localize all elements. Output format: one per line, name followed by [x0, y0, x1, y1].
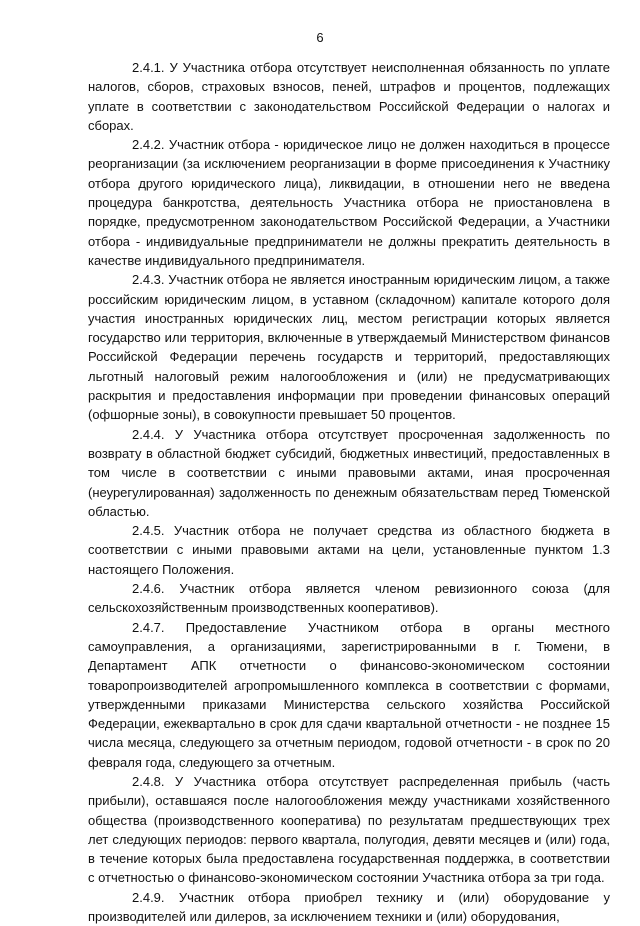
- paragraph-2-4-2: 2.4.2. Участник отбора - юридическое лицо не должен находиться в процессе реорганизации (за исключением реорганизации в форме присоединения к Участнику отбора другого юридического лица), ликвидации, в отношении него не введена процедура банкротства, деятельность Участника отбора не приостановлена в порядке, предусмотренном законодательством Российской Федерации, а Участники отбора - индивидуальные предприниматели не должны прекратить деятельность в качестве индивидуального предпринимателя.: [88, 137, 610, 268]
- paragraph-2-4-9: 2.4.9. Участник отбора приобрел технику и (или) оборудование у производителей или дилеров, за исключением техники и (или) оборудования,: [88, 889, 610, 925]
- document-body: [88, 58, 610, 926]
- paragraph-2-4-5: 2.4.5. Участник отбора не получает средства из областного бюджета в соответствии с иными правовыми актами на цели, установленные пунктом 1.3 настоящего Положения.: [88, 523, 610, 577]
- paragraph-2-4-7: 2.4.7. Предоставление Участником отбора в органы местного самоуправления, а организациями, зарегистрированными в г. Тюмени, в Департамент АПК отчетности о финансово-экономическом состоянии товаропроизводителей агропромышленного комплекса в соответствии с формами, утвержденными приказами Министерства сельского хозяйства Российской Федерации, ежеквартально в срок для сдачи квартальной отчетности - не позднее 15 числа месяца, следующего за отчетным периодом, годовой отчетности - в срок по 20 февраля года, следующего за отчетным.: [88, 619, 610, 770]
- paragraph-2-4-4: 2.4.4. У Участника отбора отсутствует просроченная задолженность по возврату в областной бюджет субсидий, бюджетных инвестиций, предоставленных в том числе в соответствии с иными правовыми актами, иная просроченная (неурегулированная) задолженность по денежным обязательствам перед Тюменской областью.: [88, 426, 610, 519]
- page-number: 6: [316, 30, 324, 45]
- paragraph-2-4-8: 2.4.8. У Участника отбора отсутствует распределенная прибыль (часть прибыли), оставшаяся после налогообложения между участниками хозяйственного общества (производственного кооператива) по результатам предшествующих трех лет следующих периодов: первого квартала, полугодия, девяти месяцев и (или) года, в течение которых была предоставлена государственная поддержка, в соответствии с отчетностью о финансово-экономическом состоянии Участника отбора за три года.: [88, 773, 610, 886]
- paragraph-2-4-1: 2.4.1. У Участника отбора отсутствует неисполненная обязанность по уплате налогов, сборов, страховых взносов, пеней, штрафов и процентов, подлежащих уплате в соответствии с законодательством Российской Федерации о налогах и сборах.: [88, 60, 610, 133]
- paragraph-2-4-6: 2.4.6. Участник отбора является членом ревизионного союза (для сельскохозяйственным производственных кооперативов).: [88, 581, 610, 616]
- paragraph-2-4-3: 2.4.3. Участник отбора не является иностранным юридическим лицом, а также российским юридическим лицом, в уставном (складочном) капитале которого доля участия иностранных юридических лиц, местом регистрации которых является государство или территория, включенные в утверждаемый Министерством финансов Российской Федерации перечень государств и территорий, предоставляющих льготный налоговый режим налогообложения и (или) не предусматривающих раскрытия и предоставления информации при проведении финансовых операций (офшорные зоны), в совокупности превышает 50 процентов.: [88, 272, 610, 423]
